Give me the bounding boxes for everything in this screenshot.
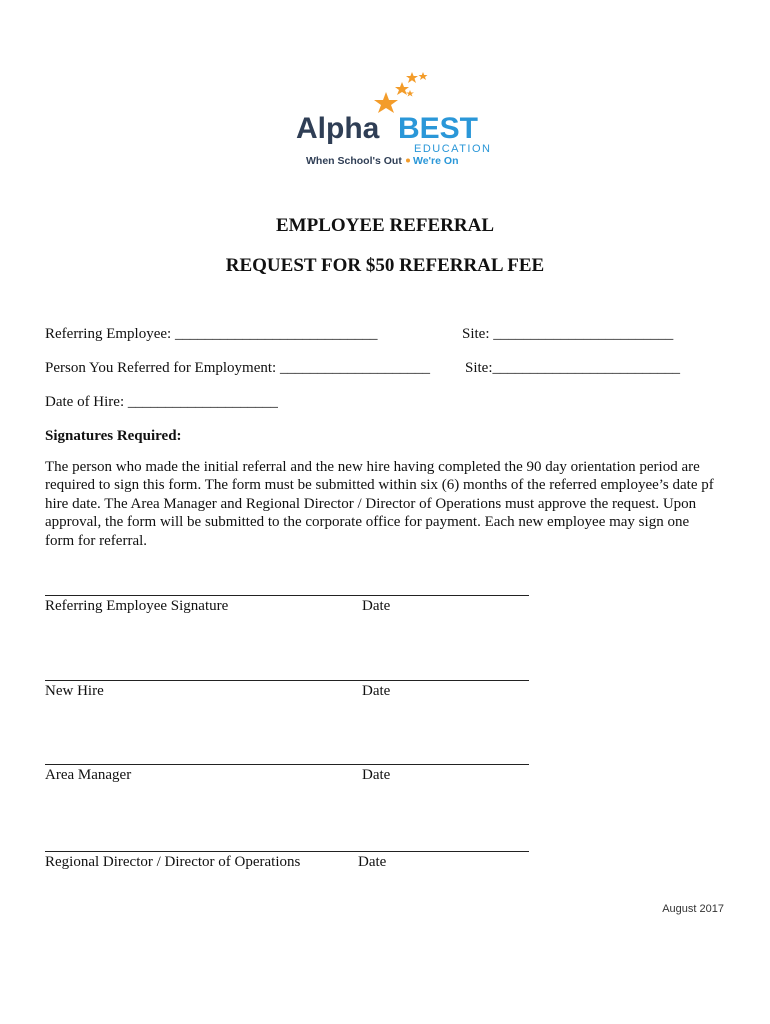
star-icon bbox=[406, 72, 418, 83]
footer-date: August 2017 bbox=[662, 903, 724, 915]
date-label: Date bbox=[362, 598, 391, 614]
form-subtitle: REQUEST FOR $50 REFERRAL FEE bbox=[225, 255, 545, 276]
date-of-hire-field[interactable]: Date of Hire: ____________________ bbox=[45, 394, 278, 410]
signature-line-new-hire[interactable] bbox=[45, 680, 529, 681]
signature-label: Area Manager bbox=[45, 767, 132, 783]
paragraph-line: form for referral. bbox=[45, 532, 148, 549]
signature-label: Referring Employee Signature bbox=[45, 598, 229, 614]
site-field-1[interactable]: Site: ________________________ bbox=[462, 326, 674, 342]
star-icon bbox=[406, 90, 414, 97]
brand-left-text: Alpha bbox=[296, 112, 380, 145]
paragraph-line: The person who made the initial referral and the new hire having completed the 90 day orientation period are bbox=[45, 459, 700, 475]
star-icon bbox=[395, 82, 409, 95]
date-label: Date bbox=[358, 854, 387, 870]
star-icon bbox=[419, 72, 428, 80]
signatures-heading: Signatures Required: bbox=[45, 428, 182, 444]
referring-employee-field[interactable]: Referring Employee: ___________________________ bbox=[45, 326, 378, 342]
site-field-2[interactable]: Site:_________________________ bbox=[465, 360, 681, 376]
paragraph-line: required to sign this form. The form must be submitted within six (6) months of the referred employee’s date pf bbox=[45, 477, 714, 494]
paragraph-line: approval, the form will be submitted to the corporate office for payment. Each new employee may sign one bbox=[45, 514, 690, 531]
signature-line-regional-director[interactable] bbox=[45, 851, 529, 852]
instructions-paragraph bbox=[45, 458, 735, 550]
brand-sub-text: EDUCATION bbox=[414, 143, 490, 155]
tagline-right: We're On bbox=[413, 155, 459, 167]
tagline-left: When School's Out bbox=[306, 155, 402, 167]
paragraph-line: hire date. The Area Manager and Regional Director / Director of Operations must approve the request. Upon bbox=[45, 495, 697, 512]
brand-right-text: BEST bbox=[398, 112, 479, 145]
tagline-dot-icon bbox=[406, 159, 410, 163]
star-icon bbox=[374, 92, 398, 113]
form-title: EMPLOYEE REFERRAL bbox=[276, 215, 494, 236]
signature-line-area-manager[interactable] bbox=[45, 764, 529, 765]
signature-label: New Hire bbox=[45, 683, 104, 699]
person-referred-field[interactable]: Person You Referred for Employment: ____________________ bbox=[45, 360, 430, 376]
alphabest-logo bbox=[290, 68, 490, 172]
signature-line-referring-employee[interactable] bbox=[45, 595, 529, 596]
date-label: Date bbox=[362, 767, 391, 783]
date-label: Date bbox=[362, 683, 391, 699]
signature-label: Regional Director / Director of Operations bbox=[45, 854, 301, 870]
logo-graphic bbox=[290, 68, 490, 172]
